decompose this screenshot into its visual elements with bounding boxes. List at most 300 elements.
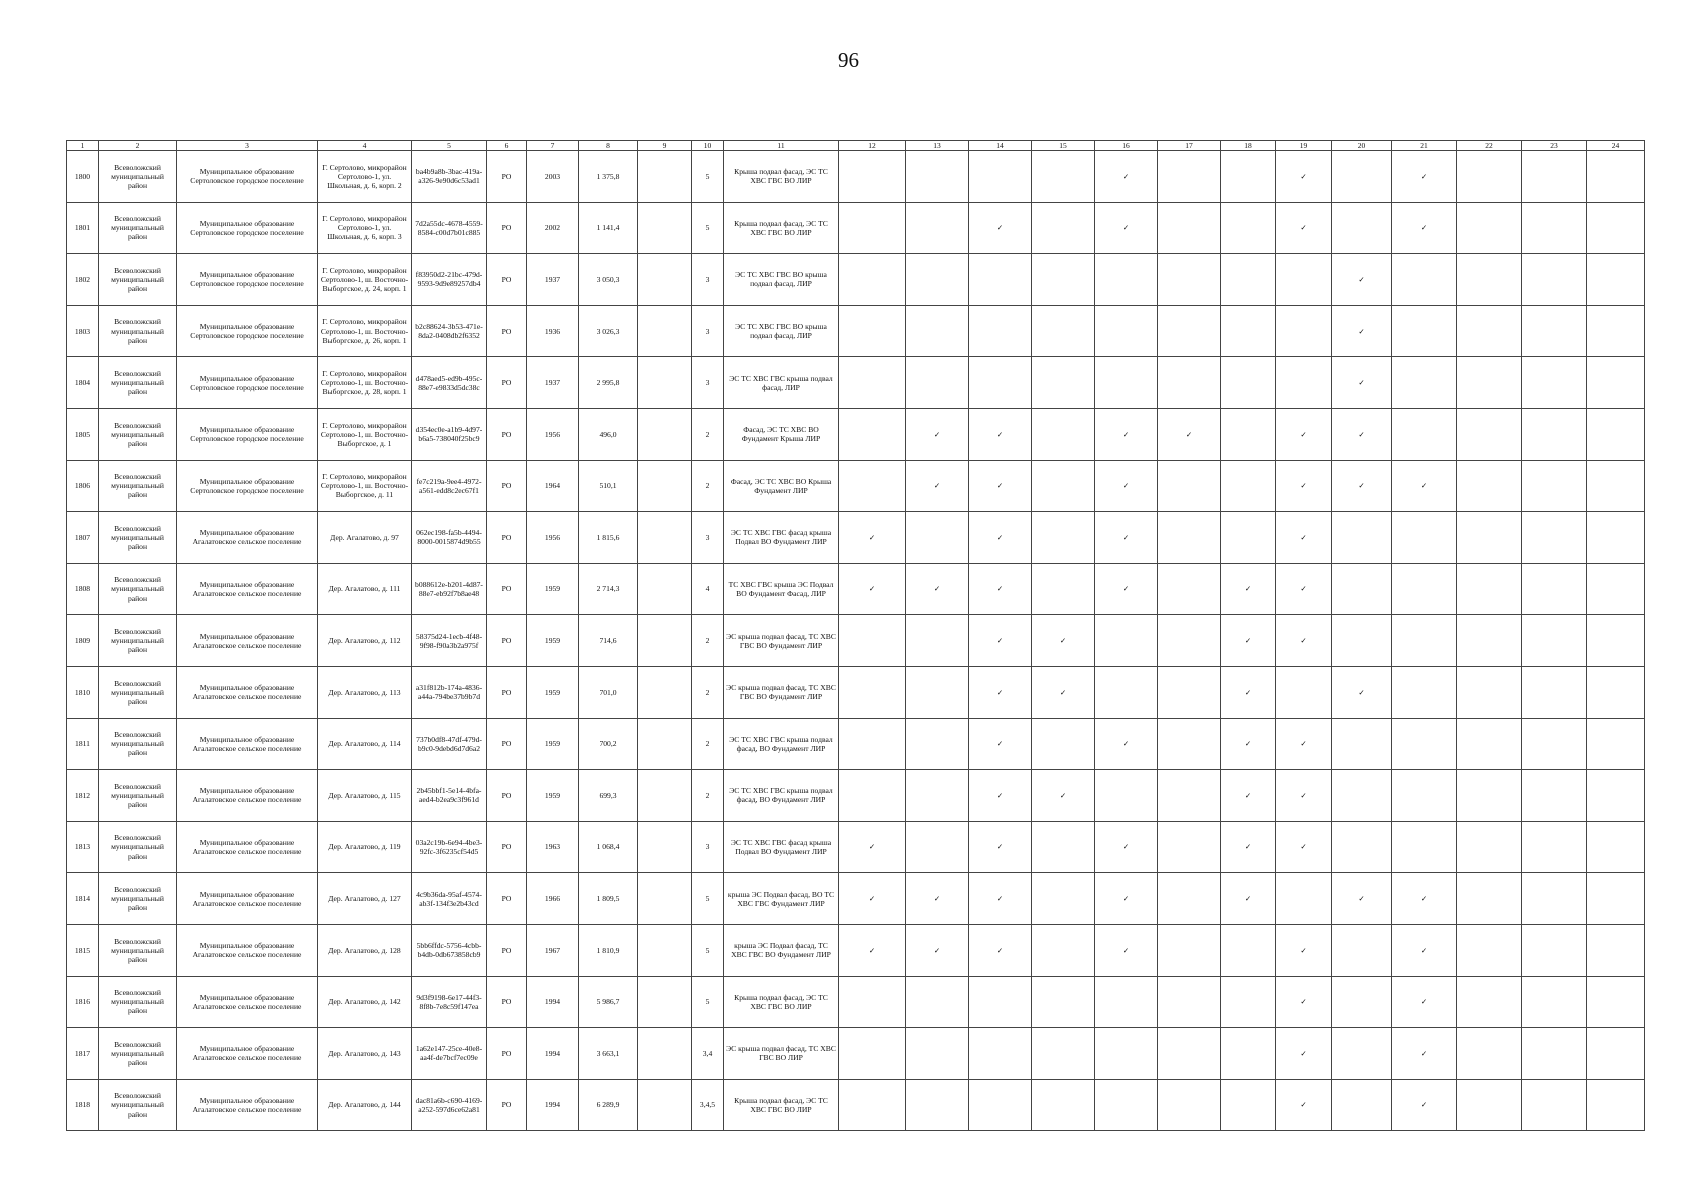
empty-cell <box>1158 821 1221 873</box>
area-cell: 3 663,1 <box>579 1028 638 1080</box>
empty-cell <box>1095 305 1158 357</box>
municipality-cell: Муниципальное образование Агалатовское сельское поселение <box>177 1079 318 1131</box>
column-10-cell: 5 <box>692 976 724 1028</box>
municipality-cell: Муниципальное образование Сертоловское городское поселение <box>177 202 318 254</box>
area-cell: 699,3 <box>579 770 638 822</box>
empty-cell <box>1522 821 1587 873</box>
row-number: 1810 <box>67 666 99 718</box>
checkmark-icon: ✓ <box>1276 1028 1332 1080</box>
empty-cell <box>839 615 906 667</box>
checkmark-icon: ✓ <box>1392 976 1457 1028</box>
empty-cell <box>1522 666 1587 718</box>
table-row <box>67 202 1645 254</box>
empty-cell <box>1221 357 1276 409</box>
district-cell: Всеволожский муниципальный район <box>99 563 177 615</box>
checkmark-icon: ✓ <box>1095 202 1158 254</box>
district-cell: Всеволожский муниципальный район <box>99 305 177 357</box>
row-number: 1803 <box>67 305 99 357</box>
checkmark-icon: ✓ <box>1276 924 1332 976</box>
ownership-type-cell: РО <box>487 305 527 357</box>
checkmark-icon: ✓ <box>1221 666 1276 718</box>
empty-cell <box>1032 976 1095 1028</box>
empty-cell <box>1158 976 1221 1028</box>
checkmark-icon: ✓ <box>969 460 1032 512</box>
empty-cell <box>906 151 969 203</box>
checkmark-icon: ✓ <box>969 718 1032 770</box>
ownership-type-cell: РО <box>487 357 527 409</box>
empty-cell <box>1392 666 1457 718</box>
empty-cell <box>1457 1079 1522 1131</box>
empty-cell <box>1392 512 1457 564</box>
column-header-13: 13 <box>906 141 969 151</box>
checkmark-icon: ✓ <box>969 666 1032 718</box>
table-row <box>67 357 1645 409</box>
checkmark-icon: ✓ <box>969 615 1032 667</box>
column-9-cell <box>638 357 692 409</box>
row-number: 1818 <box>67 1079 99 1131</box>
district-cell: Всеволожский муниципальный район <box>99 615 177 667</box>
empty-cell <box>839 357 906 409</box>
table-row <box>67 821 1645 873</box>
checkmark-icon: ✓ <box>839 563 906 615</box>
page-number: 96 <box>838 48 859 72</box>
empty-cell <box>1032 408 1095 460</box>
building-uid-cell: fe7c219a-9ee4-4972-a561-edd8c2ec67f1 <box>412 460 487 512</box>
area-cell: 496,0 <box>579 408 638 460</box>
area-cell: 701,0 <box>579 666 638 718</box>
works-list-cell: ЭС ТС ХВС ГВС крыша подвал фасад, ВО Фундамент ЛИР <box>724 718 839 770</box>
empty-cell <box>1158 615 1221 667</box>
empty-cell <box>1392 821 1457 873</box>
district-cell: Всеволожский муниципальный район <box>99 770 177 822</box>
construction-year-cell: 1967 <box>527 924 579 976</box>
municipality-cell: Муниципальное образование Сертоловское городское поселение <box>177 408 318 460</box>
checkmark-icon: ✓ <box>1095 821 1158 873</box>
municipality-cell: Муниципальное образование Агалатовское сельское поселение <box>177 873 318 925</box>
empty-cell <box>1522 305 1587 357</box>
building-uid-cell: 5bb6ffdc-5756-4cbb-b4db-0db673858cb9 <box>412 924 487 976</box>
empty-cell <box>1332 151 1392 203</box>
construction-year-cell: 1956 <box>527 408 579 460</box>
column-header-19: 19 <box>1276 141 1332 151</box>
checkmark-icon: ✓ <box>1221 563 1276 615</box>
checkmark-icon: ✓ <box>1095 460 1158 512</box>
column-9-cell <box>638 1079 692 1131</box>
building-uid-cell: 4c9b36da-95af-4574-ab3f-134f3e2b43cd <box>412 873 487 925</box>
address-cell: Дер. Агалатово, д. 115 <box>318 770 412 822</box>
empty-cell <box>1522 718 1587 770</box>
address-cell: Дер. Агалатово, д. 144 <box>318 1079 412 1131</box>
row-number: 1807 <box>67 512 99 564</box>
table-row <box>67 305 1645 357</box>
municipality-cell: Муниципальное образование Агалатовское сельское поселение <box>177 770 318 822</box>
checkmark-icon: ✓ <box>969 408 1032 460</box>
empty-cell <box>1032 254 1095 306</box>
empty-cell <box>969 357 1032 409</box>
municipality-cell: Муниципальное образование Сертоловское городское поселение <box>177 357 318 409</box>
works-list-cell: Крыша подвал фасад, ЭС ТС ХВС ГВС ВО ЛИР <box>724 202 839 254</box>
row-number: 1814 <box>67 873 99 925</box>
empty-cell <box>1522 615 1587 667</box>
column-header-8: 8 <box>579 141 638 151</box>
empty-cell <box>1332 821 1392 873</box>
building-uid-cell: 2b45bbf1-5e14-4bfa-aed4-b2ea9c3f961d <box>412 770 487 822</box>
ownership-type-cell: РО <box>487 563 527 615</box>
address-cell: Дер. Агалатово, д. 112 <box>318 615 412 667</box>
row-number: 1816 <box>67 976 99 1028</box>
empty-cell <box>1587 666 1645 718</box>
empty-cell <box>1221 1079 1276 1131</box>
works-list-cell: ЭС ТС ХВС ГВС ВО крыша подвал фасад, ЛИР <box>724 305 839 357</box>
ownership-type-cell: РО <box>487 976 527 1028</box>
building-uid-cell: 03a2c19b-6e94-4be3-92fc-3f6235cf54d5 <box>412 821 487 873</box>
checkmark-icon: ✓ <box>1276 1079 1332 1131</box>
empty-cell <box>1095 1079 1158 1131</box>
empty-cell <box>906 202 969 254</box>
municipality-cell: Муниципальное образование Агалатовское сельское поселение <box>177 976 318 1028</box>
municipality-cell: Муниципальное образование Агалатовское сельское поселение <box>177 821 318 873</box>
ownership-type-cell: РО <box>487 254 527 306</box>
checkmark-icon: ✓ <box>1095 512 1158 564</box>
column-10-cell: 3 <box>692 821 724 873</box>
building-uid-cell: a31f812b-174a-4836-a44a-794be37b9b7d <box>412 666 487 718</box>
column-10-cell: 3,4,5 <box>692 1079 724 1131</box>
column-header-17: 17 <box>1158 141 1221 151</box>
table-row <box>67 615 1645 667</box>
empty-cell <box>1587 357 1645 409</box>
column-header-9: 9 <box>638 141 692 151</box>
empty-cell <box>1032 357 1095 409</box>
empty-cell <box>1522 254 1587 306</box>
column-9-cell <box>638 615 692 667</box>
empty-cell <box>1587 718 1645 770</box>
row-number: 1801 <box>67 202 99 254</box>
checkmark-icon: ✓ <box>906 873 969 925</box>
table-row <box>67 254 1645 306</box>
column-9-cell <box>638 202 692 254</box>
empty-cell <box>1221 151 1276 203</box>
empty-cell <box>1457 460 1522 512</box>
checkmark-icon: ✓ <box>839 924 906 976</box>
column-9-cell <box>638 976 692 1028</box>
works-list-cell: Фасад, ЭС ТС ХВС ВО Фундамент Крыша ЛИР <box>724 408 839 460</box>
checkmark-icon: ✓ <box>969 202 1032 254</box>
empty-cell <box>1457 254 1522 306</box>
ownership-type-cell: РО <box>487 151 527 203</box>
construction-year-cell: 1937 <box>527 357 579 409</box>
checkmark-icon: ✓ <box>1332 254 1392 306</box>
district-cell: Всеволожский муниципальный район <box>99 460 177 512</box>
building-uid-cell: b088612e-b201-4d87-88e7-eb92f7b8ae48 <box>412 563 487 615</box>
empty-cell <box>1032 1028 1095 1080</box>
empty-cell <box>1332 1028 1392 1080</box>
column-header-20: 20 <box>1332 141 1392 151</box>
checkmark-icon: ✓ <box>1392 151 1457 203</box>
checkmark-icon: ✓ <box>1221 873 1276 925</box>
empty-cell <box>906 1079 969 1131</box>
municipality-cell: Муниципальное образование Агалатовское сельское поселение <box>177 718 318 770</box>
construction-year-cell: 1959 <box>527 563 579 615</box>
empty-cell <box>1095 254 1158 306</box>
checkmark-icon: ✓ <box>1332 357 1392 409</box>
empty-cell <box>1457 873 1522 925</box>
empty-cell <box>906 512 969 564</box>
building-uid-cell: 7d2a55dc-4678-4559-8584-c00d7b01c885 <box>412 202 487 254</box>
empty-cell <box>1392 357 1457 409</box>
empty-cell <box>1332 615 1392 667</box>
area-cell: 2 714,3 <box>579 563 638 615</box>
empty-cell <box>1457 563 1522 615</box>
empty-cell <box>1221 305 1276 357</box>
column-header-15: 15 <box>1032 141 1095 151</box>
construction-year-cell: 1959 <box>527 666 579 718</box>
district-cell: Всеволожский муниципальный район <box>99 924 177 976</box>
column-header-10: 10 <box>692 141 724 151</box>
empty-cell <box>1095 666 1158 718</box>
checkmark-icon: ✓ <box>1221 718 1276 770</box>
empty-cell <box>906 821 969 873</box>
column-header-7: 7 <box>527 141 579 151</box>
works-list-cell: Крыша подвал фасад, ЭС ТС ХВС ГВС ВО ЛИР <box>724 151 839 203</box>
municipality-cell: Муниципальное образование Агалатовское сельское поселение <box>177 563 318 615</box>
empty-cell <box>1276 873 1332 925</box>
empty-cell <box>1587 305 1645 357</box>
row-number: 1805 <box>67 408 99 460</box>
empty-cell <box>839 460 906 512</box>
column-10-cell: 3,4 <box>692 1028 724 1080</box>
checkmark-icon: ✓ <box>1221 770 1276 822</box>
column-10-cell: 2 <box>692 770 724 822</box>
district-cell: Всеволожский муниципальный район <box>99 202 177 254</box>
column-header-22: 22 <box>1457 141 1522 151</box>
empty-cell <box>1332 718 1392 770</box>
column-header-5: 5 <box>412 141 487 151</box>
municipality-cell: Муниципальное образование Сертоловское городское поселение <box>177 254 318 306</box>
empty-cell <box>1522 770 1587 822</box>
ownership-type-cell: РО <box>487 821 527 873</box>
column-header-2: 2 <box>99 141 177 151</box>
checkmark-icon: ✓ <box>906 408 969 460</box>
empty-cell <box>1158 718 1221 770</box>
column-10-cell: 2 <box>692 408 724 460</box>
empty-cell <box>1332 770 1392 822</box>
empty-cell <box>1032 305 1095 357</box>
checkmark-icon: ✓ <box>1276 718 1332 770</box>
empty-cell <box>839 151 906 203</box>
empty-cell <box>1587 460 1645 512</box>
empty-cell <box>1392 615 1457 667</box>
empty-cell <box>1522 460 1587 512</box>
row-number: 1804 <box>67 357 99 409</box>
checkmark-icon: ✓ <box>1392 873 1457 925</box>
address-cell: Дер. Агалатово, д. 113 <box>318 666 412 718</box>
area-cell: 700,2 <box>579 718 638 770</box>
empty-cell <box>906 1028 969 1080</box>
column-9-cell <box>638 821 692 873</box>
ownership-type-cell: РО <box>487 202 527 254</box>
checkmark-icon: ✓ <box>1095 563 1158 615</box>
building-uid-cell: 062ec198-fa5b-4494-8000-0015874d9b55 <box>412 512 487 564</box>
empty-cell <box>1158 1028 1221 1080</box>
empty-cell <box>1587 1079 1645 1131</box>
ownership-type-cell: РО <box>487 408 527 460</box>
empty-cell <box>1457 976 1522 1028</box>
checkmark-icon: ✓ <box>1276 770 1332 822</box>
checkmark-icon: ✓ <box>1392 1028 1457 1080</box>
address-cell: Дер. Агалатово, д. 142 <box>318 976 412 1028</box>
district-cell: Всеволожский муниципальный район <box>99 666 177 718</box>
checkmark-icon: ✓ <box>969 512 1032 564</box>
empty-cell <box>839 666 906 718</box>
empty-cell <box>1095 357 1158 409</box>
empty-cell <box>1221 408 1276 460</box>
empty-cell <box>1032 563 1095 615</box>
works-list-cell: Крыша подвал фасад, ЭС ТС ХВС ГВС ВО ЛИР <box>724 976 839 1028</box>
empty-cell <box>839 254 906 306</box>
area-cell: 1 815,6 <box>579 512 638 564</box>
district-cell: Всеволожский муниципальный район <box>99 821 177 873</box>
empty-cell <box>1158 357 1221 409</box>
works-list-cell: ЭС ТС ХВС ГВС крыша подвал фасад, ВО Фундамент ЛИР <box>724 770 839 822</box>
building-uid-cell: 58375d24-1ecb-4f48-9f98-f90a3b2a975f <box>412 615 487 667</box>
empty-cell <box>1522 357 1587 409</box>
empty-cell <box>1457 821 1522 873</box>
area-cell: 1 141,4 <box>579 202 638 254</box>
empty-cell <box>1587 563 1645 615</box>
empty-cell <box>1457 357 1522 409</box>
checkmark-icon: ✓ <box>1392 202 1457 254</box>
checkmark-icon: ✓ <box>1095 151 1158 203</box>
works-list-cell: ЭС ТС ХВС ГВС фасад крыша Подвал ВО Фундамент ЛИР <box>724 512 839 564</box>
works-list-cell: ЭС крыша подвал фасад, ТС ХВС ГВС ВО ЛИР <box>724 1028 839 1080</box>
empty-cell <box>906 976 969 1028</box>
empty-cell <box>839 408 906 460</box>
address-cell: Г. Сертолово, микрорайон Сертолово-1, ш. Восточно-Выборгское, д. 28, корп. 1 <box>318 357 412 409</box>
checkmark-icon: ✓ <box>1392 460 1457 512</box>
table-row <box>67 976 1645 1028</box>
empty-cell <box>1032 151 1095 203</box>
empty-cell <box>1276 254 1332 306</box>
empty-cell <box>1457 1028 1522 1080</box>
ownership-type-cell: РО <box>487 615 527 667</box>
works-list-cell: ЭС крыша подвал фасад, ТС ХВС ГВС ВО Фундамент ЛИР <box>724 666 839 718</box>
address-cell: Г. Сертолово, микрорайон Сертолово-1, ш. Восточно-Выборгское, д. 26, корп. 1 <box>318 305 412 357</box>
district-cell: Всеволожский муниципальный район <box>99 151 177 203</box>
construction-year-cell: 1964 <box>527 460 579 512</box>
row-number: 1812 <box>67 770 99 822</box>
address-cell: Дер. Агалатово, д. 143 <box>318 1028 412 1080</box>
municipality-cell: Муниципальное образование Агалатовское сельское поселение <box>177 1028 318 1080</box>
empty-cell <box>1332 1079 1392 1131</box>
area-cell: 1 068,4 <box>579 821 638 873</box>
empty-cell <box>1457 770 1522 822</box>
empty-cell <box>1587 151 1645 203</box>
checkmark-icon: ✓ <box>969 924 1032 976</box>
ownership-type-cell: РО <box>487 1079 527 1131</box>
checkmark-icon: ✓ <box>1032 770 1095 822</box>
empty-cell <box>1457 666 1522 718</box>
checkmark-icon: ✓ <box>839 512 906 564</box>
column-header-1: 1 <box>67 141 99 151</box>
area-cell: 1 809,5 <box>579 873 638 925</box>
empty-cell <box>906 718 969 770</box>
empty-cell <box>1457 408 1522 460</box>
column-10-cell: 3 <box>692 512 724 564</box>
column-header-23: 23 <box>1522 141 1587 151</box>
column-9-cell <box>638 666 692 718</box>
empty-cell <box>1158 254 1221 306</box>
district-cell: Всеволожский муниципальный район <box>99 1028 177 1080</box>
empty-cell <box>1332 512 1392 564</box>
building-uid-cell: ba4b9a8b-3bac-419a-a326-9e90d6c53ad1 <box>412 151 487 203</box>
empty-cell <box>1158 1079 1221 1131</box>
checkmark-icon: ✓ <box>1276 151 1332 203</box>
housing-registry-table <box>66 140 1645 1131</box>
empty-cell <box>1158 770 1221 822</box>
empty-cell <box>1522 512 1587 564</box>
empty-cell <box>1158 873 1221 925</box>
area-cell: 714,6 <box>579 615 638 667</box>
address-cell: Г. Сертолово, микрорайон Сертолово-1, ул. Школьная, д. 6, корп. 3 <box>318 202 412 254</box>
ownership-type-cell: РО <box>487 666 527 718</box>
empty-cell <box>906 357 969 409</box>
empty-cell <box>1392 254 1457 306</box>
empty-cell <box>1522 202 1587 254</box>
municipality-cell: Муниципальное образование Сертоловское городское поселение <box>177 460 318 512</box>
district-cell: Всеволожский муниципальный район <box>99 408 177 460</box>
works-list-cell: крыша ЭС Подвал фасад, ВО ТС ХВС ГВС Фундамент ЛИР <box>724 873 839 925</box>
checkmark-icon: ✓ <box>1158 408 1221 460</box>
empty-cell <box>906 615 969 667</box>
ownership-type-cell: РО <box>487 512 527 564</box>
empty-cell <box>1158 305 1221 357</box>
empty-cell <box>969 1028 1032 1080</box>
empty-cell <box>839 1079 906 1131</box>
address-cell: Г. Сертолово, микрорайон Сертолово-1, ш. Восточно-Выборгское, д. 24, корп. 1 <box>318 254 412 306</box>
construction-year-cell: 2003 <box>527 151 579 203</box>
empty-cell <box>1221 976 1276 1028</box>
building-uid-cell: b2c88624-3b53-471e-8da2-0408db2f6352 <box>412 305 487 357</box>
district-cell: Всеволожский муниципальный район <box>99 254 177 306</box>
works-list-cell: ЭС ТС ХВС ГВС крыша подвал фасад, ЛИР <box>724 357 839 409</box>
empty-cell <box>1095 770 1158 822</box>
ownership-type-cell: РО <box>487 770 527 822</box>
empty-cell <box>1276 305 1332 357</box>
column-10-cell: 2 <box>692 615 724 667</box>
empty-cell <box>1522 151 1587 203</box>
empty-cell <box>1457 305 1522 357</box>
empty-cell <box>1221 460 1276 512</box>
address-cell: Г. Сертолово, микрорайон Сертолово-1, ул. Школьная, д. 6, корп. 2 <box>318 151 412 203</box>
municipality-cell: Муниципальное образование Агалатовское сельское поселение <box>177 666 318 718</box>
checkmark-icon: ✓ <box>1392 924 1457 976</box>
address-cell: Дер. Агалатово, д. 119 <box>318 821 412 873</box>
empty-cell <box>1457 718 1522 770</box>
empty-cell <box>1587 615 1645 667</box>
table-row <box>67 770 1645 822</box>
empty-cell <box>839 718 906 770</box>
construction-year-cell: 1956 <box>527 512 579 564</box>
empty-cell <box>1032 924 1095 976</box>
column-9-cell <box>638 512 692 564</box>
column-header-12: 12 <box>839 141 906 151</box>
empty-cell <box>1522 1079 1587 1131</box>
empty-cell <box>1587 976 1645 1028</box>
table-row <box>67 873 1645 925</box>
construction-year-cell: 2002 <box>527 202 579 254</box>
empty-cell <box>839 305 906 357</box>
empty-cell <box>1457 512 1522 564</box>
